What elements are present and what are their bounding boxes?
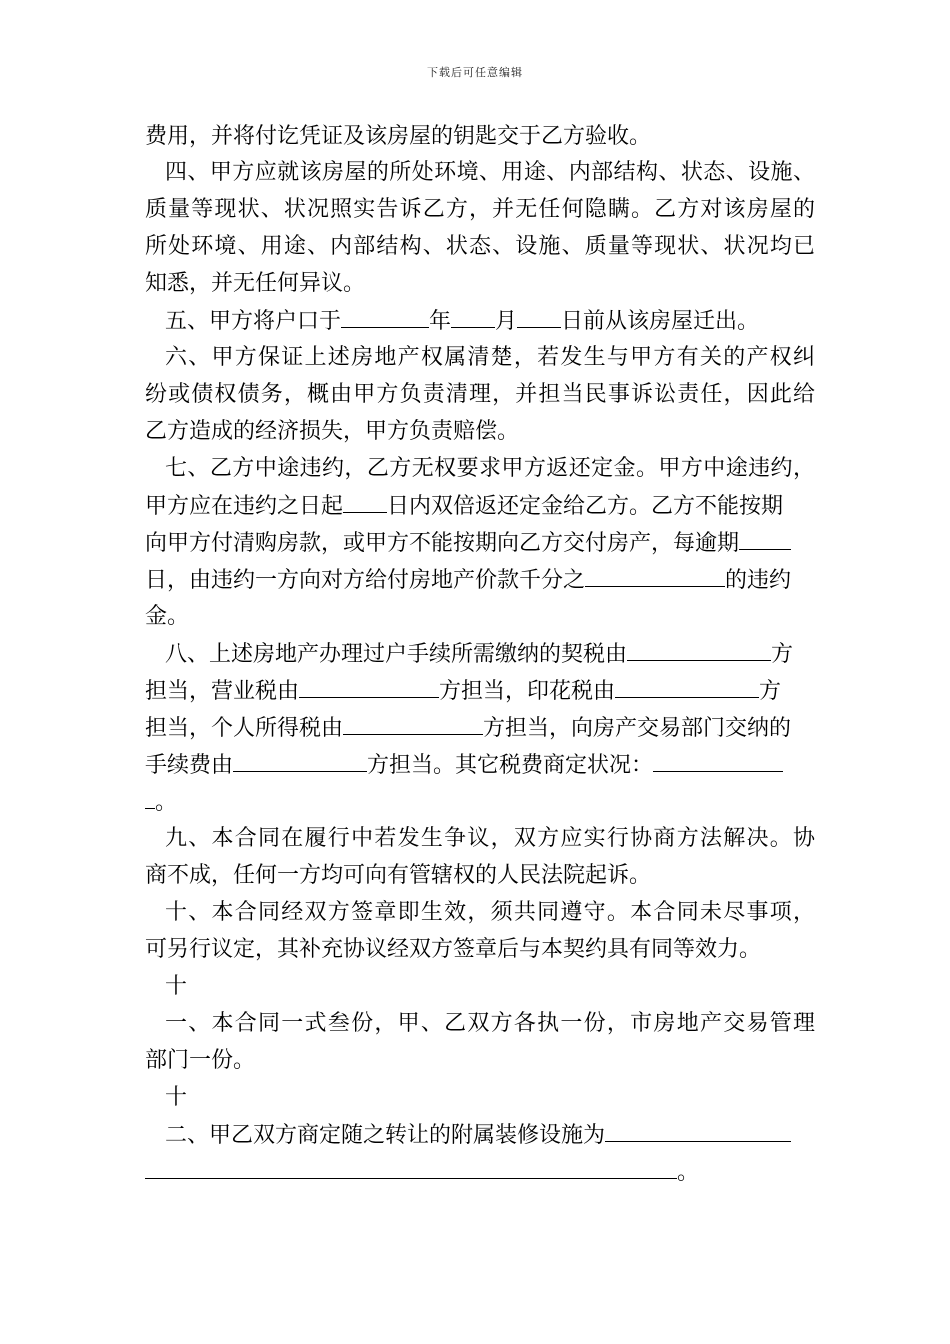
clause-8-line <box>165 638 815 671</box>
text-line: 商不成，任何一方均可向有管辖权的人民法院起诉。 <box>145 863 652 888</box>
text-line <box>145 675 815 708</box>
clause-6-line: 六、甲方保证上述房地产权属清楚，若发生与甲方有关的产权纠 <box>165 345 815 370</box>
text-line: 质量等现状、状况照实告诉乙方，并无任何隐瞒。乙方对该房屋的 <box>145 197 815 222</box>
text-line <box>145 527 815 560</box>
clause-7-d: 的违约 <box>725 568 792 593</box>
fixtures-blank-cont <box>145 1156 677 1179</box>
clause-10-line: 十、本合同经双方签章即生效，须共同遵守。本合同未尽事项， <box>165 900 815 925</box>
clause-5-lead: 五、甲方将户口于 <box>165 309 342 334</box>
business-tax-blank <box>299 675 439 698</box>
clause-5-line <box>165 305 815 338</box>
text-line: 知悉，并无任何异议。 <box>145 271 366 296</box>
clause-8-lead: 八、上述房地产办理过户手续所需缴纳的契税由 <box>165 642 628 667</box>
fee-label: 方担当，向房产交易部门交纳的 <box>483 716 792 741</box>
clause-7-penalty-line <box>145 564 815 597</box>
days-blank <box>343 490 387 513</box>
clause-12-lead: 二、甲乙双方商定随之转让的附属装修设施为 <box>165 1123 606 1148</box>
period: 。 <box>155 790 178 815</box>
fang-label: 方 <box>759 679 782 704</box>
text-line <box>145 786 815 819</box>
clause-7-b: 日内双倍返还定金给乙方。乙方不能按期 <box>387 494 784 519</box>
fang-label: 方 <box>771 642 794 667</box>
clause-7-line: 七、乙方中途违约，乙方无权要求甲方返还定金。甲方中途违约， <box>165 456 815 481</box>
clause-7-a: 甲方应在违约之日起 <box>145 494 344 519</box>
other-fee-label: 方担当。其它税费商定状况： <box>367 753 654 778</box>
clause-5-tail: 日前从该房屋迁出。 <box>561 309 760 334</box>
other-fee-blank <box>653 749 783 772</box>
procedure-fee-label: 手续费由 <box>145 753 234 778</box>
clause-4-line: 四、甲方应就该房屋的所处环境、用途、内部结构、状态、设施、 <box>165 160 815 185</box>
year-label: 年 <box>429 309 452 334</box>
clause-7-overdue: 向甲方付清购房款，或甲方不能按期向乙方交付房产，每逾期 <box>145 531 740 556</box>
clause-7-deadline-line <box>145 490 815 523</box>
text-line <box>145 1156 815 1189</box>
clause-7-c: 日，由违约一方向对方给付房地产价款千分之 <box>145 568 586 593</box>
text-line: 乙方造成的经济损失，甲方负责赔偿。 <box>145 419 520 444</box>
penalty-rate-blank <box>585 564 725 587</box>
period: 。 <box>677 1160 700 1185</box>
month-blank <box>451 305 495 328</box>
income-tax-label: 担当，个人所得税由 <box>145 716 344 741</box>
page-header: 下载后可任意编辑 <box>427 66 523 79</box>
text-line: 费用，并将付讫凭证及该房屋的钥匙交于乙方验收。 <box>145 124 652 149</box>
year-blank <box>341 305 429 328</box>
overdue-days-blank <box>739 527 791 550</box>
clause-12-line <box>165 1119 815 1152</box>
business-tax-label: 担当，营业税由 <box>145 679 300 704</box>
day-blank <box>517 305 561 328</box>
stamp-tax-blank <box>615 675 759 698</box>
text-line: 可另行议定，其补充协议经双方签章后与本契约具有同等效力。 <box>145 937 762 962</box>
fixtures-blank <box>605 1119 791 1142</box>
text-line: 金。 <box>145 604 190 629</box>
text-line <box>145 749 815 782</box>
clause-9-line: 九、本合同在履行中若发生争议，双方应实行协商方法解决。协 <box>165 826 815 851</box>
procedure-fee-blank <box>233 749 367 772</box>
text-line: 部门一份。 <box>145 1048 256 1073</box>
income-tax-blank <box>343 712 483 735</box>
clause-11-number: 十 <box>165 974 188 999</box>
text-line <box>145 712 815 745</box>
other-fee-blank-cont <box>145 786 155 809</box>
clause-12-number: 十 <box>165 1085 188 1110</box>
clause-11-line: 一、本合同一式叁份，甲、乙双方各执一份，市房地产交易管理 <box>165 1011 815 1036</box>
month-label: 月 <box>495 309 518 334</box>
stamp-tax-label: 方担当，印花税由 <box>439 679 616 704</box>
text-line: 纷或债权债务，概由甲方负责清理，并担当民事诉讼责任，因此给 <box>145 382 815 407</box>
deed-tax-blank <box>627 638 771 661</box>
text-line: 所处环境、用途、内部结构、状态、设施、质量等现状、状况均已 <box>145 234 815 259</box>
